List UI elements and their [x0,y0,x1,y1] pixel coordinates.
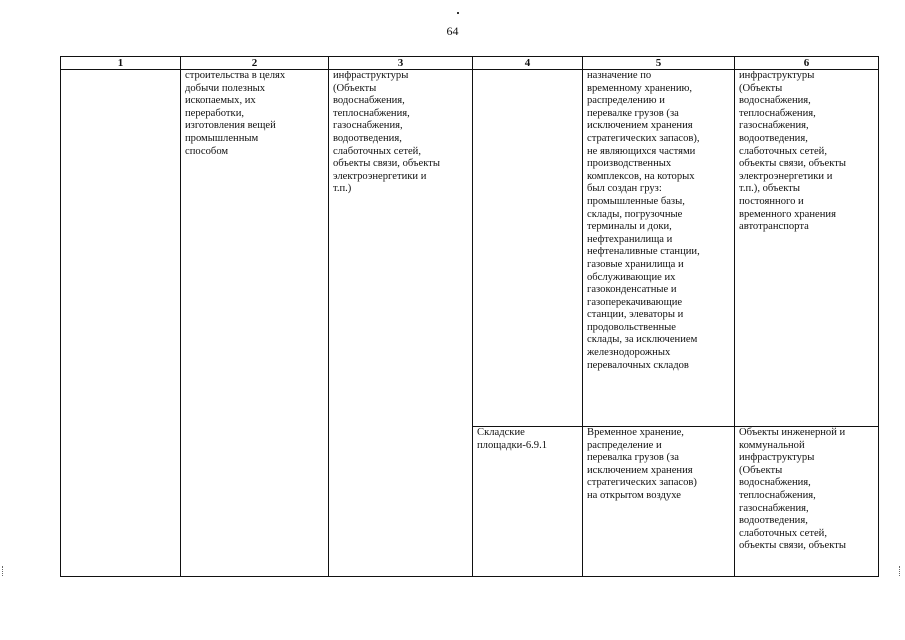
table-cell-r1c4 [473,70,583,427]
table-cell-r1c2: строительства в целях добычи полезных ископаемых, их переработки, изготовления вещей промышленным способом [181,70,329,577]
table-cell-r1c1 [61,70,181,577]
page-number: 64 [446,24,459,38]
table-cell-r1c6: инфраструктуры (Объекты водоснабжения, теплоснабжения, газоснабжения, водоотведения, слаботочных сетей, объекты связи, объекты электроэнергетики и т.п.), объекты постоянного и временного хранения автотранспорта [735,70,879,427]
table-cell-r1c5: назначение по временному хранению, распределению и перевалке грузов (за исключением хранения стратегических запасов), не являющихся частями производственных комплексов, на которых был создан груз: промышленные базы, склады, погрузочные терминалы и доки, нефтехранилища и нефтеналивные станции, газовые хранилища и обслуживающие их газоконденсатные и газоперекачивающие станции, элеваторы и продовольственные склады, за исключением железнодорожных перевалочных складов [583,70,735,427]
table-cell-r1c3: инфраструктуры (Объекты водоснабжения, теплоснабжения, газоснабжения, водоотведения, слаботочных сетей, объекты связи, объекты электроэнергетики и т.п.) [329,70,473,577]
column-header-4: 4 [473,57,583,70]
table-cell-r2c4: Складские площадки-6.9.1 [473,427,583,577]
table-row [61,70,879,427]
scan-edge-mark-left [2,566,6,576]
table-header-row [61,57,879,70]
scan-artifact-dot [457,12,459,14]
column-header-3: 3 [329,57,473,70]
table-cell-r2c6: Объекты инженерной и коммунальной инфраструктуры (Объекты водоснабжения, теплоснабжения, газоснабжения, водоотведения, слаботочных сетей, объекты связи, объекты [735,427,879,577]
regulation-table [60,56,879,577]
column-header-5: 5 [583,57,735,70]
column-header-2: 2 [181,57,329,70]
column-header-1: 1 [61,57,181,70]
scan-edge-mark-right [899,566,903,576]
column-header-6: 6 [735,57,879,70]
table-cell-r2c5: Временное хранение, распределение и перевалка грузов (за исключением хранения стратегических запасов) на открытом воздухе [583,427,735,577]
